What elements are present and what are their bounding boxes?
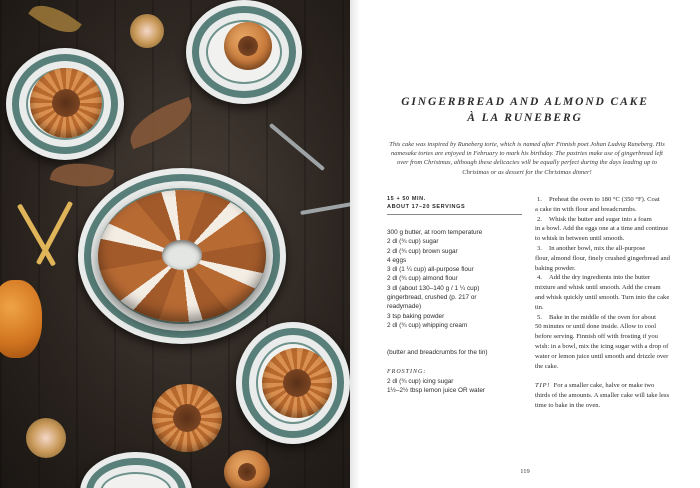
ingredient-item: 3 dl (1 ¼ cup) all-purpose flour (387, 266, 474, 274)
ingredient-item: 2 dl (¾ cup) whipping cream (387, 321, 468, 329)
tin-note: (butter and breadcrumbs for the tin) (387, 349, 488, 356)
ingredient-item: 2 dl (¾ cup) almond flour (387, 275, 458, 283)
pumpkin (0, 280, 42, 358)
step-number: 5. (537, 313, 542, 321)
recipe-page (350, 0, 700, 488)
spoon (269, 123, 325, 171)
divider (387, 214, 522, 215)
ingredient-item: 4 eggs (387, 256, 407, 264)
bundt-center (162, 240, 202, 270)
plate-bottom-center (80, 452, 192, 488)
frosting-item: 1½–2½ tbsp lemon juice OR water (387, 387, 486, 395)
small-bundt-top-left (30, 68, 102, 138)
step-number: 3. (537, 244, 542, 252)
step-number: 1. (537, 196, 542, 203)
ingredient-item: readymade) (387, 303, 422, 311)
small-bundt-bottom-right (262, 348, 332, 418)
candle-bottom (26, 418, 66, 458)
recipe-title-line1: GINGERBREAD AND ALMOND CAKE (401, 96, 649, 108)
method-step (535, 313, 670, 372)
step-text: Preheat the oven to 180 °C (350 °F). Coat (549, 196, 660, 203)
frosting-item: 2 dl (¾ cup) icing sugar (387, 378, 454, 385)
frosting-list (387, 377, 527, 396)
small-cake-top-right (224, 22, 272, 70)
ingredient-item: 2 dl (¾ cup) brown sugar (387, 247, 458, 255)
small-bundt-bottom-center (152, 384, 222, 452)
step-number: 2. (537, 215, 542, 223)
recipe-title-line2: À LA RUNEBERG (467, 112, 583, 124)
ingredient-item: gingerbread, crushed (p. 217 or (387, 294, 477, 302)
step-text-cont: mixture and whisk until smooth. Add the cream and whisk quickly until smooth. Turn into the cake tin. (535, 284, 670, 311)
cinnamon-stick (36, 201, 73, 265)
step-text-cont: a cake tin with flour and breadcrumbs. (535, 205, 637, 213)
tip-paragraph (535, 381, 670, 410)
recipe-intro: This cake was inspired by Runeberg torte, which is named after Finnish poet Johan Ludvig Runeberg. His namesake tortes are enjoyed in February to mark his birthday. The pastries make use of gingerbread left over from Christmas, although these delicacies will be equally perfect during the days leading up to Christmas or as dessert for the Christmas dinner! (389, 141, 665, 176)
step-text-cont: flour, almond flour, finely crushed gingerbread and baking powder. (535, 254, 670, 272)
spoon (300, 199, 350, 215)
ingredient-item: 300 g butter, at room temperature (387, 229, 483, 236)
prep-time: 15 + 50 MIN. (387, 196, 426, 202)
book-gutter (350, 0, 360, 488)
step-text: Whisk the butter and sugar into a foam (549, 215, 652, 223)
ingredient-item: 3 dl (about 130–140 g / 1 ¼ cup) (387, 284, 480, 292)
ingredient-item: 2 dl (¾ cup) sugar (387, 238, 439, 246)
method-steps (535, 195, 670, 371)
method-step (535, 195, 670, 215)
page-number: 119 (520, 468, 530, 475)
ingredient-item: 3 tsp baking powder (387, 312, 445, 320)
ingredient-list (387, 228, 527, 330)
step-text-cont: in a bowl. Add the eggs one at a time and continue to whisk in between until smooth. (535, 225, 669, 243)
small-cake-bottom (224, 450, 270, 488)
step-text: In another bowl, mix the all-purpose (549, 244, 646, 252)
frosting-heading: FROSTING: (387, 369, 427, 375)
tip-text: For a smaller cake, halve or make two thirds of the amounts. A smaller cake will take less time to bake in the oven. (535, 382, 670, 409)
oak-leaf (123, 97, 199, 149)
method-step (535, 244, 670, 273)
step-number: 4. (537, 274, 542, 282)
candle-top (130, 14, 164, 48)
step-text-cont: 50 minutes or until done inside. Allow to cool before serving. Finnish off with frosting if you wish: in a bowl, mix the icing sugar with a drop of water or lemon juice until smooth and drizzle over the cake. (535, 323, 669, 370)
step-text: Add the dry ingredients into the butter (549, 274, 651, 282)
tip-label: TIP! (535, 382, 551, 389)
method-step (535, 273, 670, 312)
method-step (535, 215, 670, 244)
servings: ABOUT 17–20 SERVINGS (387, 204, 466, 210)
step-text: Bake in the middle of the oven for about (549, 313, 656, 321)
oak-leaf (50, 155, 115, 196)
oak-leaf (28, 0, 82, 42)
